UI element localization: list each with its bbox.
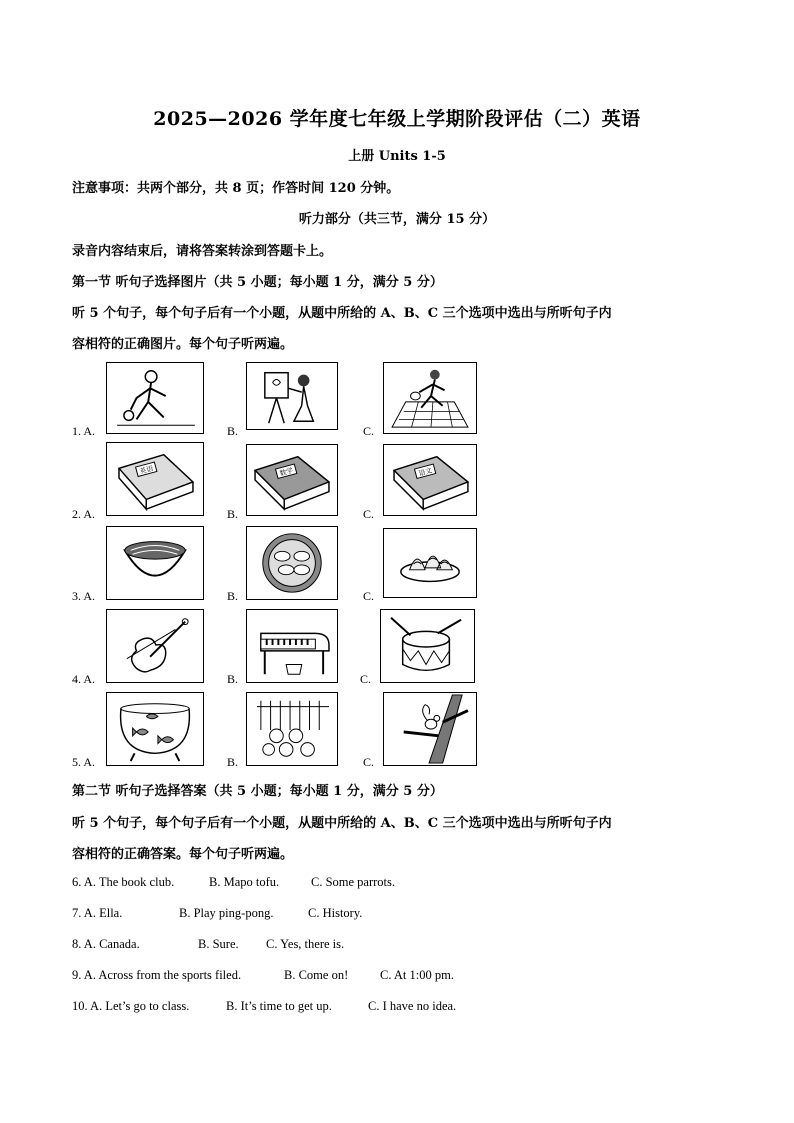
section1-desc-line1: 听 5 个句子，每个句子后有一个小题，从题中所给的 A、B、C 三个选项中选出与所听句子内 <box>72 306 612 321</box>
q5-label: 5. A. <box>72 755 96 769</box>
q2-c-label: C. <box>363 507 375 521</box>
option-b[interactable]: B. Come on! <box>284 968 349 982</box>
section2-desc-line2: 容相符的正确答案。每个句子听两遍。 <box>72 847 294 862</box>
page-title: 2025—2026 学年度七年级上学期阶段评估（二）英语 <box>153 108 641 130</box>
book-title-text: 英语 <box>138 464 155 476</box>
piano-icon[interactable] <box>246 609 338 683</box>
section2-heading: 第二节 听句子选择答案（共 5 小题；每小题 1 分，满分 5 分） <box>72 784 443 799</box>
option-a[interactable]: 9. A. Across from the sports filed. <box>72 968 242 982</box>
list-item <box>72 999 456 1014</box>
list-item <box>72 906 362 921</box>
book-title-text: 语文 <box>417 466 433 478</box>
notice-line: 注意事项：共两个部分，共 8 页；作答时间 120 分钟。 <box>72 181 400 196</box>
buns-plate-icon[interactable] <box>383 528 477 598</box>
dumplings-plate-icon[interactable] <box>246 526 338 600</box>
q5-c-label: C. <box>363 755 375 769</box>
painter-easel-icon[interactable] <box>246 362 338 430</box>
option-b[interactable]: B. Mapo tofu. <box>209 875 280 889</box>
option-c[interactable]: C. At 1:00 pm. <box>380 968 454 982</box>
fish-bowl-icon[interactable] <box>106 692 204 766</box>
page-subtitle: 上册 Units 1-5 <box>348 149 446 164</box>
q3-c-label: C. <box>363 589 375 603</box>
option-b[interactable]: B. Play ping-pong. <box>179 906 274 920</box>
drum-icon[interactable] <box>380 609 475 683</box>
noodles-bowl-icon[interactable] <box>106 526 204 600</box>
option-b[interactable]: B. Sure. <box>198 937 239 951</box>
chickens-icon[interactable] <box>246 692 338 766</box>
option-a[interactable]: 8. A. Canada. <box>72 937 140 951</box>
option-c[interactable]: C. I have no idea. <box>368 999 457 1013</box>
list-item <box>72 968 454 983</box>
q3-label: 3. A. <box>72 589 96 603</box>
basketball-player-icon[interactable] <box>106 362 204 434</box>
q1-label: 1. A. <box>72 424 96 438</box>
option-a[interactable]: 10. A. Let’s go to class. <box>72 999 190 1013</box>
option-a[interactable]: 7. A. Ella. <box>72 906 123 920</box>
q4-label: 4. A. <box>72 672 96 686</box>
q5-b-label: B. <box>227 755 239 769</box>
listening-heading: 听力部分（共三节，满分 15 分） <box>298 212 496 227</box>
tennis-player-icon[interactable] <box>383 362 477 434</box>
book-title-text: 数学 <box>278 466 295 478</box>
option-c[interactable]: C. Some parrots. <box>311 875 396 889</box>
math-book-icon[interactable] <box>246 444 338 516</box>
q3-b-label: B. <box>227 589 239 603</box>
section2-desc-line1: 听 5 个句子，每个句子后有一个小题，从题中所给的 A、B、C 三个选项中选出与所听句子内 <box>72 816 612 831</box>
section1-heading: 第一节 听句子选择图片（共 5 小题；每小题 1 分，满分 5 分） <box>72 275 443 290</box>
option-a[interactable]: 6. A. The book club. <box>72 875 175 889</box>
q1-b-label: B. <box>227 424 239 438</box>
option-b[interactable]: B. It’s time to get up. <box>226 999 332 1013</box>
list-item <box>72 875 395 890</box>
chinese-book-icon[interactable] <box>383 444 477 516</box>
section1-desc-line2: 容相符的正确图片。每个句子听两遍。 <box>72 337 294 352</box>
q1-c-label: C. <box>363 424 375 438</box>
violin-icon[interactable] <box>106 609 204 683</box>
q4-b-label: B. <box>227 672 239 686</box>
english-book-icon[interactable] <box>106 442 204 516</box>
listening-instruction: 录音内容结束后，请将答案转涂到答题卡上。 <box>72 244 333 259</box>
option-c[interactable]: C. Yes, there is. <box>266 937 345 951</box>
squirrel-tree-icon[interactable] <box>383 692 477 766</box>
list-item <box>72 937 344 952</box>
q2-label: 2. A. <box>72 507 96 521</box>
option-c[interactable]: C. History. <box>308 906 363 920</box>
q4-c-label: C. <box>360 672 372 686</box>
q2-b-label: B. <box>227 507 239 521</box>
